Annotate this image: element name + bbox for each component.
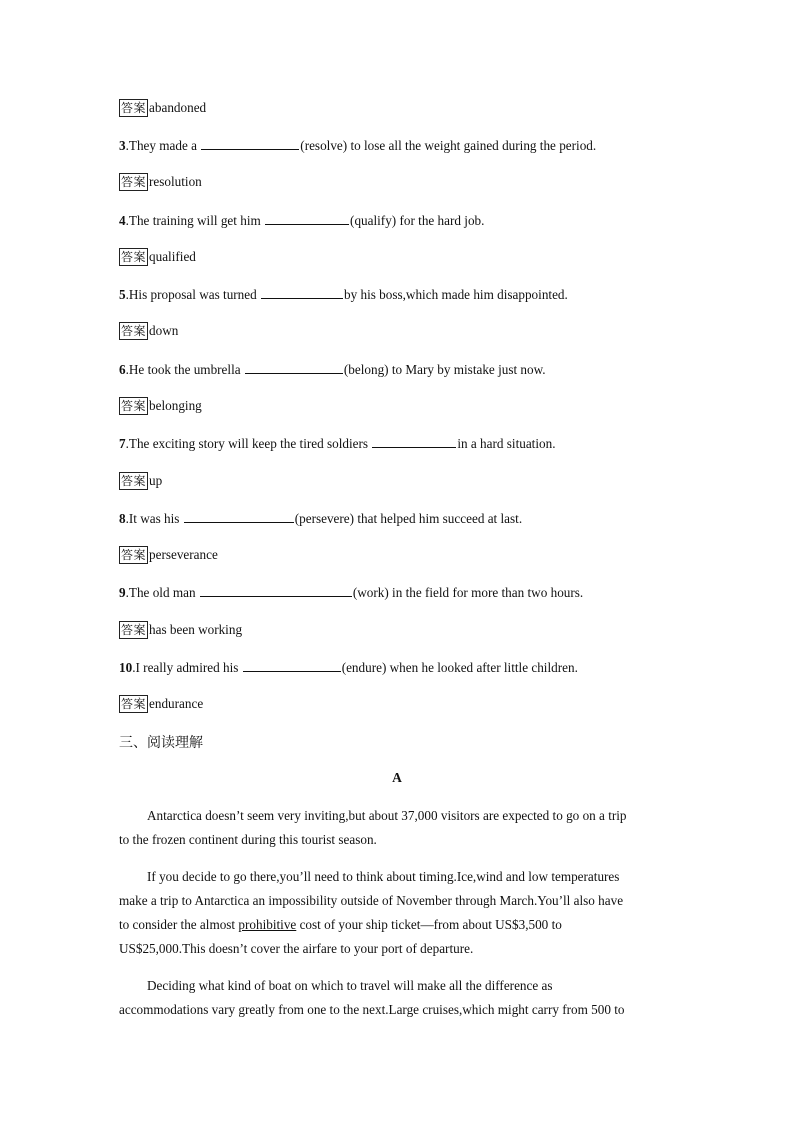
question-text-before: .It was his bbox=[125, 511, 183, 526]
answer-text: belonging bbox=[149, 398, 202, 413]
question-text-after: (resolve) to lose all the weight gained during the period. bbox=[300, 138, 597, 153]
answer-text: has been working bbox=[149, 622, 243, 637]
answer-tag: 答案 bbox=[121, 175, 147, 189]
answer-text: qualified bbox=[149, 249, 196, 264]
question-10 bbox=[119, 658, 578, 677]
answer-row-9 bbox=[119, 621, 242, 639]
answer-tag: 答案 bbox=[121, 474, 147, 488]
answer-row-3 bbox=[119, 173, 202, 191]
answer-row-8 bbox=[119, 546, 218, 564]
question-text-after: (work) in the field for more than two hours. bbox=[352, 585, 584, 600]
passage-label: A bbox=[392, 770, 402, 785]
question-text-before: .The exciting story will keep the tired soldiers bbox=[125, 436, 372, 451]
question-number: 10 bbox=[119, 660, 133, 675]
question-number: 4 bbox=[119, 213, 126, 228]
question-text-before: .He took the umbrella bbox=[125, 362, 244, 377]
question-text-before: .His proposal was turned bbox=[125, 287, 261, 302]
question-number: 7 bbox=[119, 436, 126, 451]
answer-text: up bbox=[149, 473, 163, 488]
answer-tag: 答案 bbox=[121, 548, 147, 562]
section-heading: 三、阅读理解 bbox=[119, 735, 203, 751]
answer-row-4 bbox=[119, 248, 196, 266]
answer-tag: 答案 bbox=[121, 324, 147, 338]
answer-row-7 bbox=[119, 472, 162, 490]
answer-text: endurance bbox=[149, 696, 204, 711]
answer-tag: 答案 bbox=[121, 250, 147, 264]
question-number: 3 bbox=[119, 138, 126, 153]
answer-row-10 bbox=[119, 695, 203, 713]
passage-line: Deciding what kind of boat on which to travel will make all the difference as bbox=[147, 978, 553, 993]
answer-tag: 答案 bbox=[121, 623, 147, 637]
answer-text: abandoned bbox=[149, 100, 207, 115]
question-text-before: .I really admired his bbox=[132, 660, 242, 675]
question-text-after: (persevere) that helped him succeed at last. bbox=[294, 511, 523, 526]
question-7 bbox=[119, 434, 556, 453]
passage-text: cost of your ship ticket—from about US$3,500 to bbox=[296, 917, 562, 932]
answer-tag: 答案 bbox=[121, 697, 147, 711]
answer-text: resolution bbox=[149, 174, 202, 189]
question-number: 6 bbox=[119, 362, 126, 377]
question-8 bbox=[119, 509, 522, 528]
question-text-after: (qualify) for the hard job. bbox=[350, 213, 485, 228]
question-4 bbox=[119, 211, 484, 230]
fill-in-blank[interactable] bbox=[261, 285, 343, 299]
fill-in-blank[interactable] bbox=[184, 509, 294, 523]
question-text-before: .The training will get him bbox=[125, 213, 265, 228]
question-3 bbox=[119, 136, 596, 155]
passage-line: make a trip to Antarctica an impossibility outside of November through March.You’ll also have bbox=[119, 893, 624, 908]
fill-in-blank[interactable] bbox=[200, 583, 352, 597]
question-text-after: (endure) when he looked after little children. bbox=[341, 660, 578, 675]
fill-in-blank[interactable] bbox=[372, 434, 456, 448]
answer-tag: 答案 bbox=[121, 101, 147, 115]
answer-row-5 bbox=[119, 322, 178, 340]
answer-row-2 bbox=[119, 99, 206, 117]
answer-row-6 bbox=[119, 397, 202, 415]
question-text-before: .They made a bbox=[125, 138, 201, 153]
passage-line bbox=[119, 916, 667, 934]
question-number: 8 bbox=[119, 511, 126, 526]
question-5 bbox=[119, 285, 568, 304]
passage-line: If you decide to go there,you’ll need to think about timing.Ice,wind and low temperatures bbox=[147, 869, 620, 884]
fill-in-blank[interactable] bbox=[243, 658, 341, 672]
question-number: 9 bbox=[119, 585, 126, 600]
question-text-after: in a hard situation. bbox=[457, 436, 556, 451]
fill-in-blank[interactable] bbox=[245, 360, 343, 374]
fill-in-blank[interactable] bbox=[201, 136, 299, 150]
passage-line: accommodations vary greatly from one to the next.Large cruises,which might carry from 500 to bbox=[119, 1002, 625, 1017]
question-text-after: by his boss,which made him disappointed. bbox=[344, 287, 568, 302]
passage-line: to the frozen continent during this tourist season. bbox=[119, 832, 377, 847]
answer-tag: 答案 bbox=[121, 399, 147, 413]
passage-line: US$25,000.This doesn’t cover the airfare to your port of departure. bbox=[119, 941, 474, 956]
question-9 bbox=[119, 583, 583, 602]
fill-in-blank[interactable] bbox=[265, 211, 349, 225]
answer-text: perseverance bbox=[149, 547, 218, 562]
passage-line: Antarctica doesn’t seem very inviting,but about 37,000 visitors are expected to go on a trip bbox=[147, 808, 627, 823]
passage-text: to consider the almost bbox=[119, 917, 239, 932]
question-text-after: (belong) to Mary by mistake just now. bbox=[343, 362, 546, 377]
underlined-word: prohibitive bbox=[238, 917, 297, 932]
question-text-before: .The old man bbox=[125, 585, 199, 600]
answer-text: down bbox=[149, 323, 179, 338]
question-6 bbox=[119, 360, 546, 379]
question-number: 5 bbox=[119, 287, 126, 302]
